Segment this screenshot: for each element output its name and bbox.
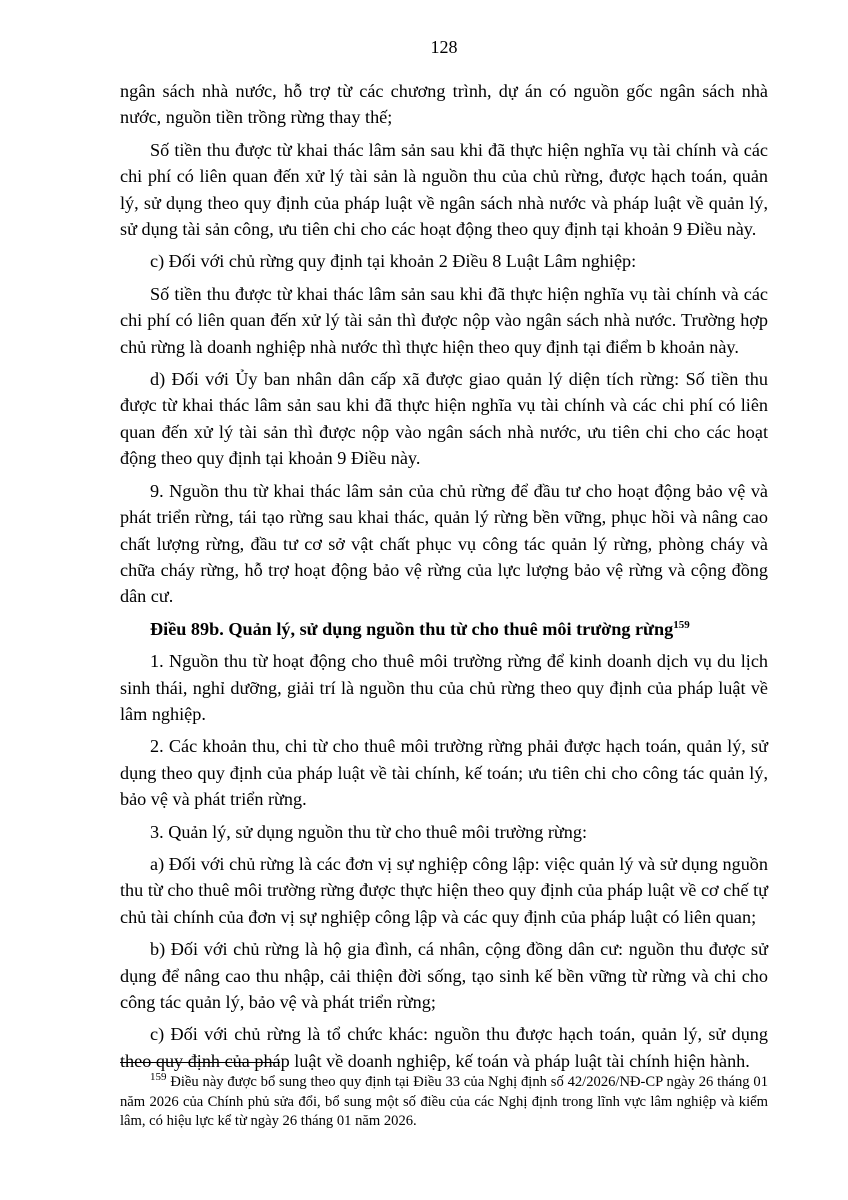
article-paragraph: 1. Nguồn thu từ hoạt động cho thuê môi trường rừng để kinh doanh dịch vụ du lịch sinh thái, nghỉ dưỡng, giải trí là nguồn thu của chủ rừng theo quy định của pháp luật về lâm nghiệp.	[120, 651, 768, 724]
article-heading	[120, 616, 768, 642]
footnote-reference[interactable]: 159	[673, 618, 690, 631]
paragraph: c) Đối với chủ rừng quy định tại khoản 2 Điều 8 Luật Lâm nghiệp:	[150, 251, 637, 272]
article-paragraph: 2. Các khoản thu, chi từ cho thuê môi trường rừng phải được hạch toán, quản lý, sử dụng theo quy định của pháp luật về tài chính, kế toán; ưu tiên chi cho công tác quản lý, bảo vệ và phát triển rừng.	[120, 736, 768, 810]
paragraph: Số tiền thu được từ khai thác lâm sản sau khi đã thực hiện nghĩa vụ tài chính và các chi phí có liên quan đến xử lý tài sản thì được nộp vào ngân sách nhà nước. Trường hợp chủ rừng là doanh nghiệp nhà nước thì thực hiện theo quy định tại điểm b khoản này.	[120, 283, 768, 357]
paragraph: Số tiền thu được từ khai thác lâm sản sau khi đã thực hiện nghĩa vụ tài chính và các chi phí có liên quan đến xử lý tài sản là nguồn thu của chủ rừng, được hạch toán, quản lý, sử dụng theo quy định của pháp luật về ngân sách nhà nước và pháp luật về quản lý, sử dụng tài sản công, ưu tiên chi cho các hoạt động theo quy định tại khoản 9 Điều này.	[120, 139, 768, 240]
footnote	[120, 1073, 768, 1132]
footnote-divider	[120, 1062, 280, 1063]
article-paragraph: b) Đối với chủ rừng là hộ gia đình, cá nhân, cộng đồng dân cư: nguồn thu được sử dụng để nâng cao thu nhập, cải thiện đời sống, tạo sinh kế bền vững từ rừng và chi cho công tác quản lý, bảo vệ và phát triển rừng;	[120, 939, 768, 1012]
article-paragraph: 3. Quản lý, sử dụng nguồn thu từ cho thuê môi trường rừng:	[150, 821, 588, 842]
paragraph: 9. Nguồn thu từ khai thác lâm sản của chủ rừng để đầu tư cho hoạt động bảo vệ và phát triển rừng, tái tạo rừng sau khai thác, quản lý rừng bền vững, phục hồi và nâng cao chất lượng rừng, đầu tư cơ sở vật chất phục vụ công tác quản lý rừng, phòng cháy và chữa cháy rừng, hỗ trợ hoạt động bảo vệ rừng của lực lượng bảo vệ rừng và cộng đồng dân cư.	[120, 480, 768, 607]
paragraph: d) Đối với Ủy ban nhân dân cấp xã được giao quản lý diện tích rừng: Số tiền thu được từ khai thác lâm sản sau khi đã thực hiện nghĩa vụ tài chính và các chi phí có liên quan đến xử lý tài sản thì được nộp vào ngân sách nhà nước, ưu tiên chi cho các hoạt động theo quy định tại khoản 9 Điều này.	[120, 369, 768, 469]
paragraph: ngân sách nhà nước, hỗ trợ từ các chương trình, dự án có nguồn gốc ngân sách nhà nước, nguồn tiền trồng rừng thay thế;	[120, 81, 768, 128]
document-body	[120, 78, 768, 1080]
page-number: 128	[430, 37, 458, 57]
footnote-number: 159	[150, 1071, 167, 1084]
footnote-text: Điều này được bổ sung theo quy định tại Điều 33 của Nghị định số 42/2026/NĐ-CP ngày 26 tháng 01 năm 2026 của Chính phủ sửa đổi, bổ sung một số điều của các Nghị định trong lĩnh vực lâm nghiệp và kiểm lâm, có hiệu lực kể từ ngày 26 tháng 01 năm 2026.	[120, 1074, 768, 1129]
article-paragraph: a) Đối với chủ rừng là các đơn vị sự nghiệp công lập: việc quản lý và sử dụng nguồn thu từ cho thuê môi trường rừng được thực hiện theo quy định của pháp luật về cơ chế tự chủ tài chính của đơn vị sự nghiệp công lập và các quy định của pháp luật có liên quan;	[120, 853, 768, 927]
article-paragraph: c) Đối với chủ rừng là tổ chức khác: nguồn thu được hạch toán, quản lý, sử dụng theo quy định của pháp luật về doanh nghiệp, kế toán và pháp luật tài chính hiện hành.	[120, 1024, 768, 1071]
article-title: Điều 89b. Quản lý, sử dụng nguồn thu từ cho thuê môi trường rừng	[150, 618, 674, 639]
